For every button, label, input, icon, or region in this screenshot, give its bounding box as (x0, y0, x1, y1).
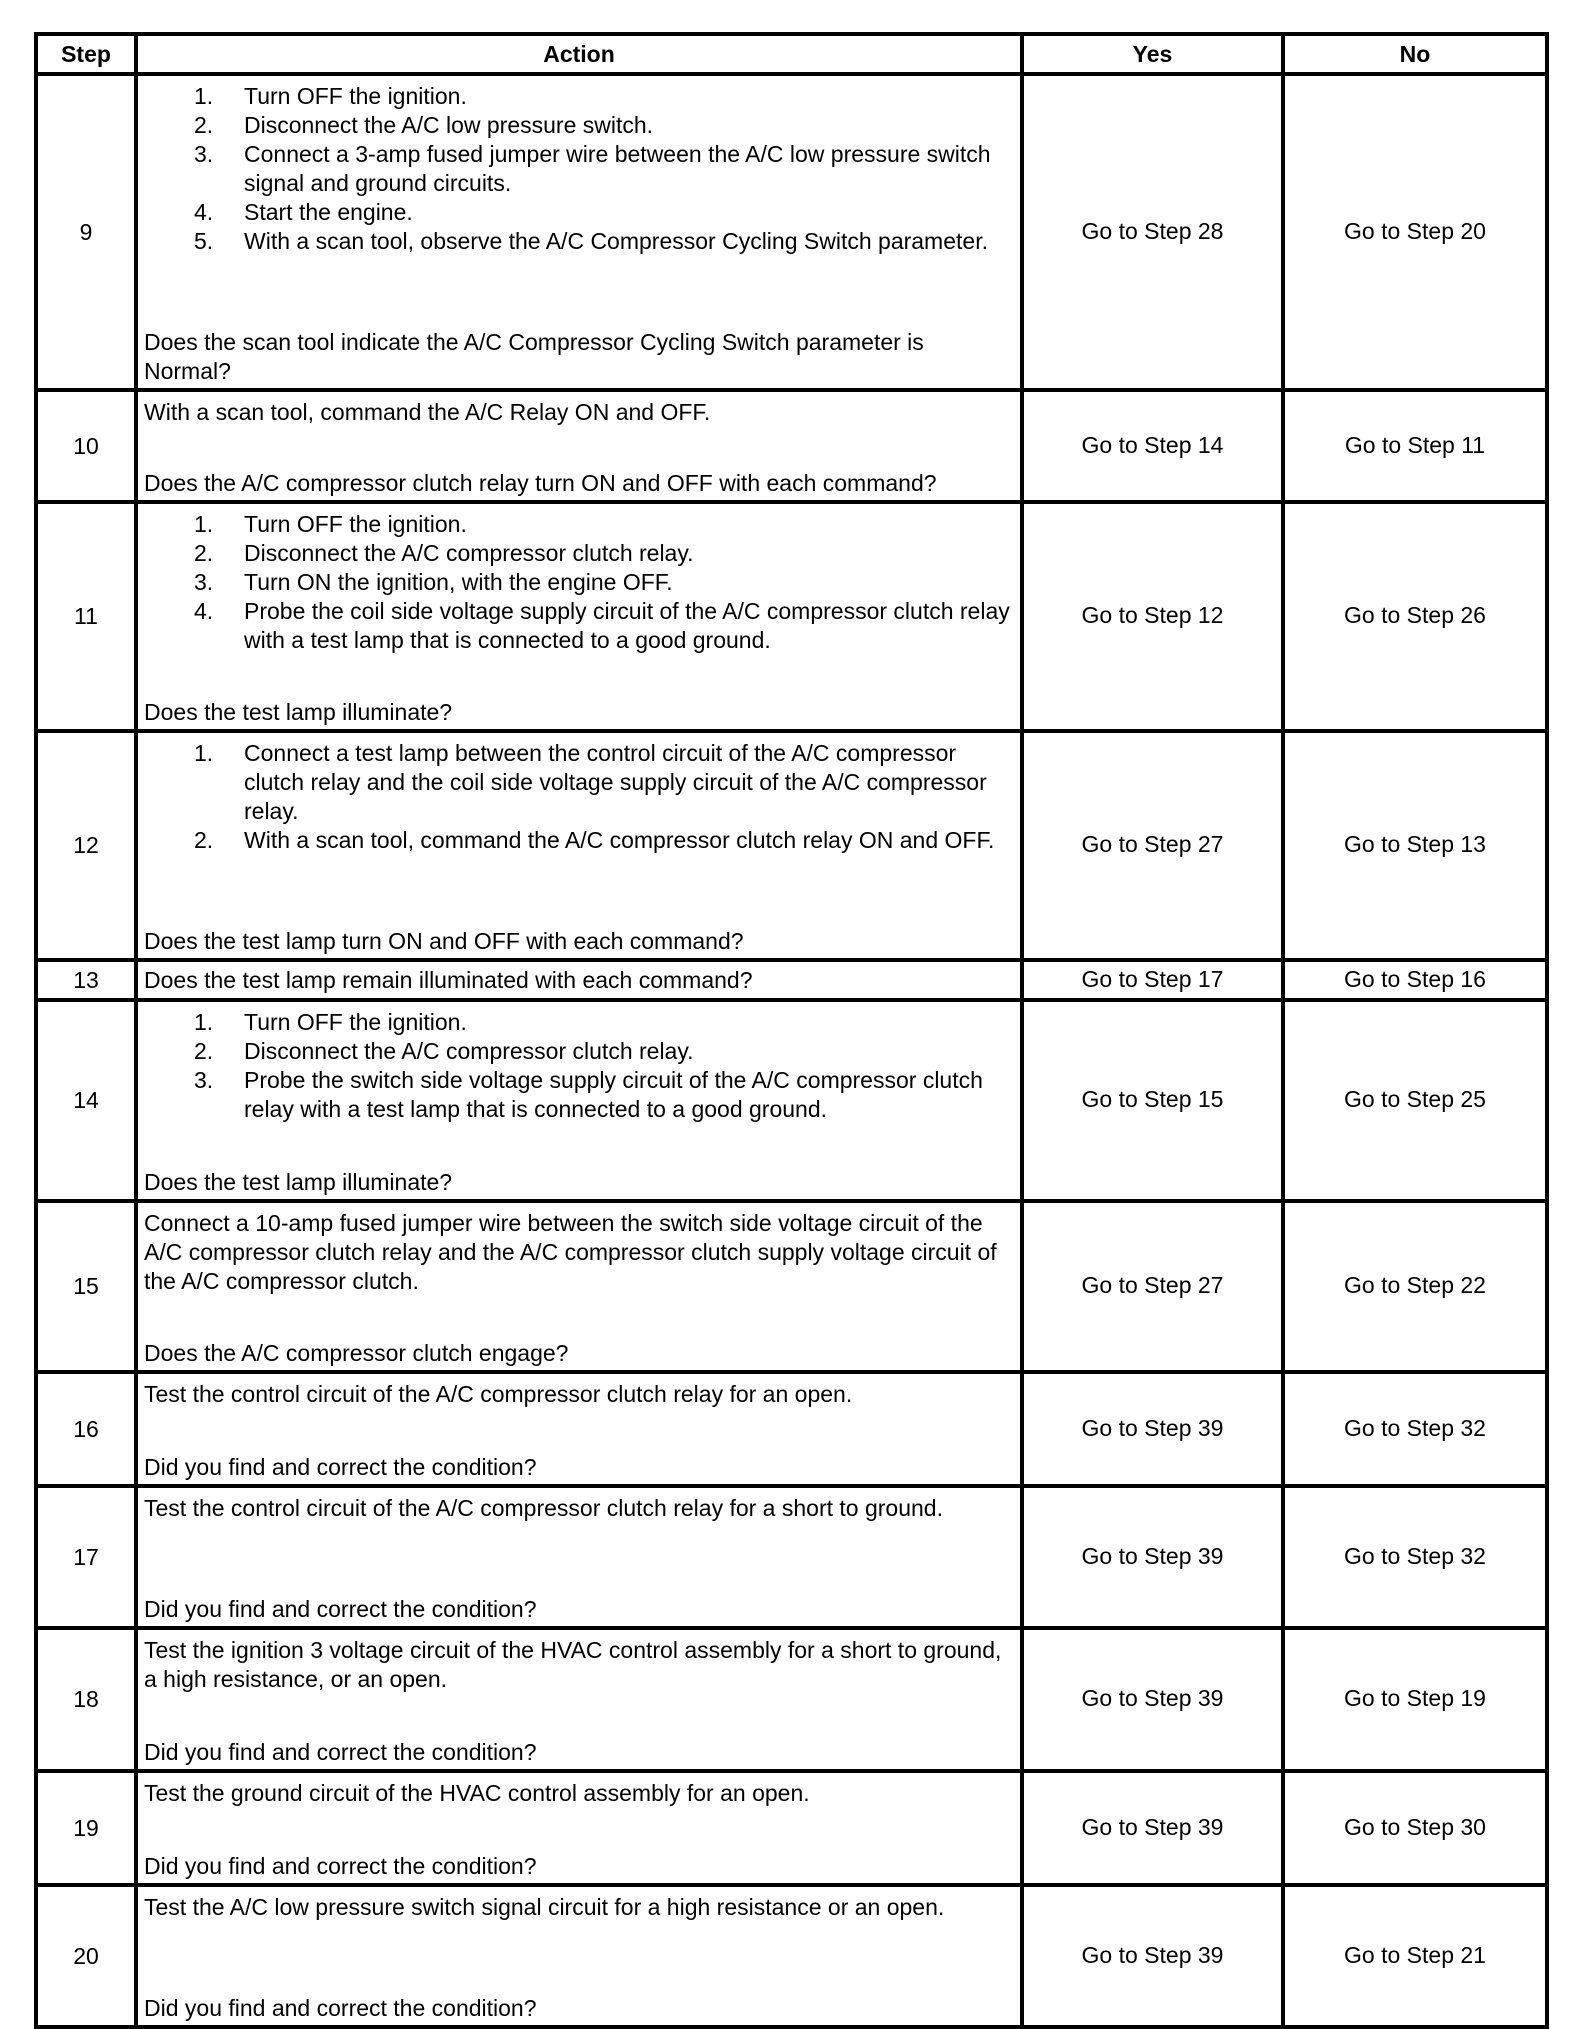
table-row (36, 1885, 1547, 2027)
question-text: Did you find and correct the condition? (144, 1596, 537, 1622)
yes-result: Go to Step 14 (1022, 390, 1283, 502)
action-cell (136, 731, 1022, 960)
question-text: Does the test lamp remain illuminated with each command? (144, 966, 753, 993)
action-cell (136, 960, 1022, 1000)
action-cell (136, 1885, 1022, 2027)
list-item: 2. Disconnect the A/C low pressure switch. (194, 112, 654, 138)
question-text: Does the test lamp illuminate? (144, 1169, 453, 1195)
list-item: 4. Probe the coil side voltage supply circuit of the A/C compressor clutch relay with a test lamp that is connected to a good ground. (194, 598, 1010, 653)
instruction-text: Test the ground circuit of the HVAC control assembly for an open. (144, 1780, 810, 1806)
list-item: 1. Turn OFF the ignition. (194, 511, 467, 537)
list-item: 2. Disconnect the A/C compressor clutch relay. (194, 540, 694, 566)
action-cell (136, 1771, 1022, 1885)
question-text: Does the A/C compressor clutch engage? (144, 1340, 569, 1366)
no-result: Go to Step 16 (1283, 960, 1547, 1000)
table-row (36, 1628, 1547, 1771)
step-number: 13 (36, 960, 136, 1000)
yes-result: Go to Step 39 (1022, 1486, 1283, 1628)
list-item: 3. Connect a 3-amp fused jumper wire between the A/C low pressure switch signal and ground circuits. (194, 141, 991, 196)
yes-result: Go to Step 39 (1022, 1771, 1283, 1885)
list-item: 1. Turn OFF the ignition. (194, 1009, 467, 1035)
no-result: Go to Step 32 (1283, 1486, 1547, 1628)
table-row (36, 502, 1547, 731)
header-row (36, 34, 1547, 74)
table-row (36, 74, 1547, 390)
question-text: Does the scan tool indicate the A/C Compressor Cycling Switch parameter is Normal? (144, 329, 924, 384)
yes-result: Go to Step 12 (1022, 502, 1283, 731)
question-text: Does the A/C compressor clutch relay turn ON and OFF with each command? (144, 470, 937, 496)
action-cell (136, 74, 1022, 390)
question-text: Did you find and correct the condition? (144, 1454, 537, 1480)
no-result: Go to Step 20 (1283, 74, 1547, 390)
action-cell (136, 502, 1022, 731)
question-text: Did you find and correct the condition? (144, 1853, 537, 1879)
table-row (36, 731, 1547, 960)
table-row (36, 1000, 1547, 1201)
instruction-list (144, 1008, 1014, 1124)
yes-result: Go to Step 39 (1022, 1372, 1283, 1486)
table-row (36, 1486, 1547, 1628)
step-number: 10 (36, 390, 136, 502)
instruction-text: Test the control circuit of the A/C compressor clutch relay for an open. (144, 1381, 853, 1407)
yes-result: Go to Step 28 (1022, 74, 1283, 390)
action-cell (136, 1486, 1022, 1628)
step-number: 20 (36, 1885, 136, 2027)
diagnostic-table (34, 32, 1549, 2029)
step-number: 17 (36, 1486, 136, 1628)
table-row (36, 1201, 1547, 1372)
action-cell (136, 390, 1022, 502)
step-number: 11 (36, 502, 136, 731)
no-result: Go to Step 22 (1283, 1201, 1547, 1372)
list-item: 4. Start the engine. (194, 199, 413, 225)
instruction-text: Test the control circuit of the A/C compressor clutch relay for a short to ground. (144, 1495, 943, 1521)
question-text: Did you find and correct the condition? (144, 1995, 537, 2021)
yes-result: Go to Step 27 (1022, 731, 1283, 960)
action-cell (136, 1000, 1022, 1201)
action-cell (136, 1201, 1022, 1372)
step-number: 18 (36, 1628, 136, 1771)
header-yes: Yes (1022, 34, 1283, 74)
instruction-text: Test the A/C low pressure switch signal circuit for a high resistance or an open. (144, 1894, 945, 1920)
no-result: Go to Step 21 (1283, 1885, 1547, 2027)
question-text: Did you find and correct the condition? (144, 1739, 537, 1765)
list-item: 3. Turn ON the ignition, with the engine OFF. (194, 569, 673, 595)
step-number: 9 (36, 74, 136, 390)
yes-result: Go to Step 27 (1022, 1201, 1283, 1372)
instruction-list (144, 510, 1014, 655)
no-result: Go to Step 13 (1283, 731, 1547, 960)
question-text: Does the test lamp illuminate? (144, 699, 453, 725)
no-result: Go to Step 25 (1283, 1000, 1547, 1201)
action-cell (136, 1372, 1022, 1486)
no-result: Go to Step 32 (1283, 1372, 1547, 1486)
header-step: Step (36, 34, 136, 74)
list-item: 2. With a scan tool, command the A/C compressor clutch relay ON and OFF. (194, 827, 995, 853)
yes-result: Go to Step 17 (1022, 960, 1283, 1000)
instruction-text: Connect a 10-amp fused jumper wire between the switch side voltage circuit of the A/C compressor clutch relay and the A/C compressor clutch supply voltage circuit of the A/C compressor clutch. (144, 1210, 997, 1294)
instruction-text: With a scan tool, command the A/C Relay ON and OFF. (144, 399, 711, 425)
instruction-text: Test the ignition 3 voltage circuit of the HVAC control assembly for a short to ground, a high resistance, or an open. (144, 1637, 1002, 1692)
header-no: No (1283, 34, 1547, 74)
question-text: Does the test lamp turn ON and OFF with each command? (144, 928, 744, 954)
step-number: 19 (36, 1771, 136, 1885)
no-result: Go to Step 19 (1283, 1628, 1547, 1771)
step-number: 12 (36, 731, 136, 960)
no-result: Go to Step 11 (1283, 390, 1547, 502)
list-item: 5. With a scan tool, observe the A/C Compressor Cycling Switch parameter. (194, 228, 988, 254)
yes-result: Go to Step 15 (1022, 1000, 1283, 1201)
table-row (36, 960, 1547, 1000)
instruction-list (144, 82, 1014, 256)
list-item: 3. Probe the switch side voltage supply circuit of the A/C compressor clutch relay with a test lamp that is connected to a good ground. (194, 1067, 983, 1122)
list-item: 1. Connect a test lamp between the control circuit of the A/C compressor clutch relay and the coil side voltage supply circuit of the A/C compressor relay. (194, 740, 987, 824)
instruction-list (144, 739, 1014, 855)
list-item: 2. Disconnect the A/C compressor clutch relay. (194, 1038, 694, 1064)
no-result: Go to Step 26 (1283, 502, 1547, 731)
list-item: 1. Turn OFF the ignition. (194, 83, 467, 109)
step-number: 14 (36, 1000, 136, 1201)
no-result: Go to Step 30 (1283, 1771, 1547, 1885)
yes-result: Go to Step 39 (1022, 1628, 1283, 1771)
step-number: 16 (36, 1372, 136, 1486)
table-row (36, 1771, 1547, 1885)
action-cell (136, 1628, 1022, 1771)
table-row (36, 1372, 1547, 1486)
yes-result: Go to Step 39 (1022, 1885, 1283, 2027)
step-number: 15 (36, 1201, 136, 1372)
table-row (36, 390, 1547, 502)
header-action: Action (136, 34, 1022, 74)
